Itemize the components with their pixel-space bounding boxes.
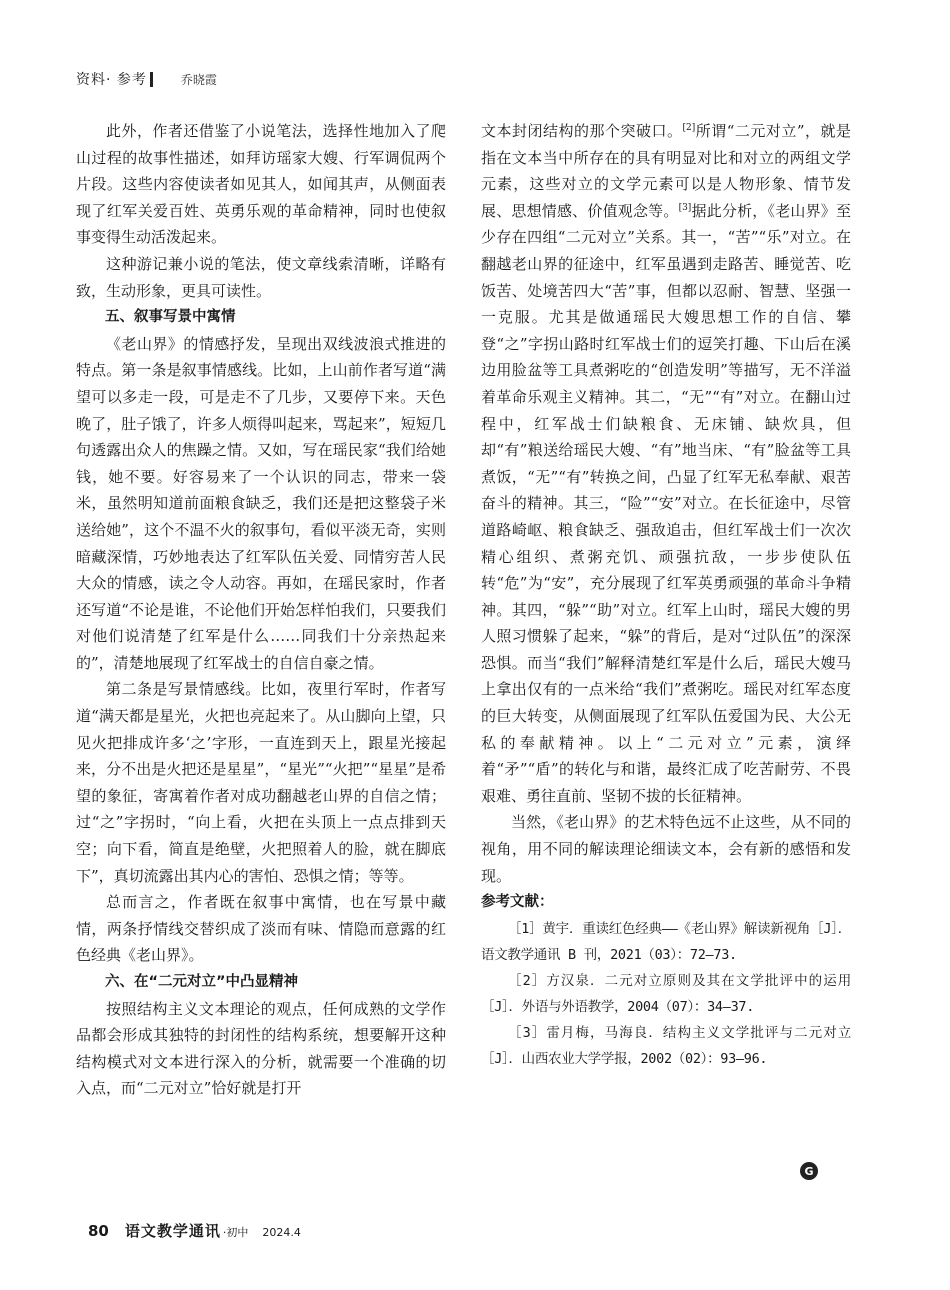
citation-3: [3]: [678, 202, 692, 213]
section-label: 资料· 参考: [76, 72, 147, 88]
page-footer: [88, 1220, 301, 1241]
paragraph: 总而言之，作者既在叙事中寓情，也在写景中藏情，两条抒情线交替织成了淡而有味、情隐而意露的红色经典《老山界》。: [76, 893, 446, 965]
section-heading-6: 六、在“二元对立”中凸显精神: [105, 974, 299, 990]
end-mark-icon: G: [800, 1162, 818, 1180]
text-run: 所谓“二元对立”，就是指在文本当中所存在的具有明显对比和对立的两组文学元素，这些对立的文学元素可以是人物形象、情节发展、思想情感、价值观念等。: [481, 122, 851, 220]
references-title: 参考文献：: [481, 894, 554, 911]
page-number: 80: [88, 1222, 109, 1240]
paragraph: 这种游记兼小说的笔法，使文章线索清晰，详略有致，生动形象，更具可读性。: [76, 254, 446, 300]
journal-name: 语文教学通讯: [124, 1222, 221, 1240]
paragraph: 按照结构主义文本理论的观点，任何成熟的文学作品都会形成其独特的封闭性的结构系统，想要解开这种结构模式对文本进行深入的分析，就需要一个准确的切入点，而“二元对立”恰好就是打开: [76, 999, 446, 1098]
header-bar: [150, 72, 153, 87]
paragraph: 当然，《老山界》的艺术特色远不止这些，从不同的视角，用不同的解读理论细读文本，会有新的感悟和发现。: [481, 813, 851, 885]
right-column: [481, 118, 851, 1072]
paragraph: 第二条是写景情感线。比如，夜里行军时，作者写道“满天都是星光，火把也亮起来了。从山脚向上望，只见火把排成许多‘之’字形，一直连到天上，跟星光接起来，分不出是火把还是星星”，“星光”“火把”“星星”是希望的象征，寄寓着作者对成功翻越老山界的自信之情；过“之”字拐时，“向上看，火把在头顶上一点点排到天空；向下看，简直是绝壁，火把照着人的脸，就在脚底下”，真切流露出其内心的害怕、恐惧之情；等等。: [76, 680, 446, 885]
text-run: 据此分析，《老山界》至少存在四组“二元对立”关系。其一，“苦”“乐”对立。在翻越老山界的征途中，红军虽遇到走路苦、睡觉苦、吃饭苦、处境苦四大“苦”事，但都以忍耐、智慧、坚强一一克服。尤其是做通瑶民大嫂思想工作的自信、攀登“之”字拐山路时红军战士们的逗笑打趣、下山后在溪边用脸盆等工具煮粥吃的“创造发明”等描写，无不洋溢着革命乐观主义精神。其二，“无”“有”对立。在翻山过程中，红军战士们缺粮食、无床铺、缺炊具，但却“有”粮送给瑶民大嫂、“有”地当床、“有”脸盆等工具煮饭，“无”“有”转换之间，凸显了红军无私奉献、艰苦奋斗的精神。其三，“险”“安”对立。在长征途中，尽管道路崎岖、粮食缺乏、强敌追击，但红军战士们一次次精心组织、煮粥充饥、顽强抗敌，一步步使队伍转“危”为“安”，充分展现了红军英勇顽强的革命斗争精神。其四，“躲”“助”对立。红军上山时，瑶民大嫂的男人照习惯躲了起来，“躲”的背后，是对“过队伍”的深深恐惧。而当“我们”解释清楚红军是什么后，瑶民大嫂马上拿出仅有的一点米给“我们”煮粥吃。瑶民对红军态度的巨大转变，从侧面展现了红军队伍爱国为民、大公无私的奉献精神。以上“二元对立”元素，演绎着“矛”“盾”的转化与和谐，最终汇成了吃苦耐劳、不畏艰难、勇往直前、坚韧不拔的长征精神。: [481, 201, 851, 805]
reference-item: ［2］方汉泉．二元对立原则及其在文学批评中的运用［J］．外语与外语教学，2004（07）：34–37.: [481, 972, 851, 1015]
paragraph: [481, 118, 851, 809]
text-run: 文本封闭结构的那个突破口。: [481, 122, 683, 140]
journal-issue: 2024.4: [262, 1226, 301, 1239]
left-column: [76, 118, 446, 1102]
paragraph: 此外，作者还借鉴了小说笔法，选择性地加入了爬山过程的故事性描述，如拜访瑶家大嫂、行军调侃两个片段。这些内容使读者如见其人，如闻其声，从侧面表现了红军关爱百姓、英勇乐观的革命精神，同时也使叙事变得生动活泼起来。: [76, 122, 446, 247]
journal-level: ·初中: [222, 1226, 249, 1239]
section-heading-5: 五、叙事写景中寓情: [105, 309, 236, 326]
citation-2: [2]: [682, 123, 696, 133]
reference-item: ［1］黄宇．重读红色经典——《老山界》解读新视角［J］．语文教学通讯 B 刊，2021（03）：72–73.: [481, 920, 851, 963]
running-header: [76, 68, 217, 90]
reference-item: ［3］雷月梅，马海良．结构主义文学批评与二元对立［J］．山西农业大学学报，2002（02）：93–96.: [481, 1024, 851, 1067]
paragraph: 《老山界》的情感抒发，呈现出双线波浪式推进的特点。第一条是叙事情感线。比如，上山前作者写道“满望可以多走一段，可是走不了几步，又要停下来。天色晚了，肚子饿了，许多人烦得叫起来，骂起来”，短短几句透露出众人的焦躁之情。又如，写在瑶民家“我们给她钱，她不要。好容易来了一个认识的同志，带来一袋米，虽然明知道前面粮食缺乏，我们还是把这整袋子米送给她”，这个不温不火的叙事句，看似平淡无奇，实则暗藏深情，巧妙地表达了红军队伍关爱、同情穷苦人民大众的情感，读之令人动容。再如，在瑶民家时，作者还写道“不论是谁，不论他们开始怎样怕我们，只要我们对他们说清楚了红军是什么……同我们十分亲热起来的”，清楚地展现了红军战士的自信自豪之情。: [76, 334, 446, 672]
author-name: 乔晓霞: [180, 72, 217, 87]
